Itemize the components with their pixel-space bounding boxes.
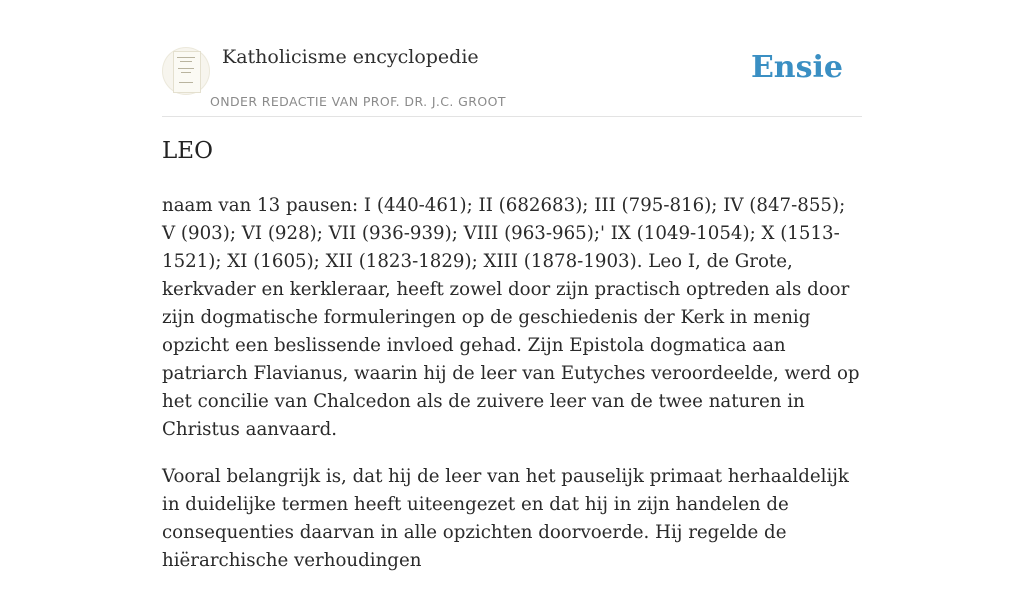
entry-title: LEO <box>162 138 213 164</box>
book-title[interactable]: Katholicisme encyclopedie <box>222 46 479 68</box>
ensie-logo-link[interactable]: Ensie <box>750 50 843 85</box>
book-cover-image <box>173 51 201 93</box>
entry-paragraph: Vooral belangrijk is, dat hij de leer van het pauselijk primaat herhaaldelijk in duidelijke termen heeft uiteengezet en dat hij in zijn handelen de consequenties daarvan in alle opzichten doorvoerde. Hij regelde de hiërarchische verhoudingen <box>162 466 849 571</box>
book-cover-thumbnail[interactable] <box>162 47 210 95</box>
page-header <box>162 40 862 117</box>
entry-content <box>162 192 864 594</box>
book-subtitle: ONDER REDACTIE VAN PROF. DR. J.C. GROOT <box>210 94 506 109</box>
entry-paragraph: naam van 13 pausen: I (440-461); II (682683); III (795-816); IV (847-855); V (903); VI (928); VII (936-939); VIII (963-965);' IX (1049-1054); X (1513-1521); XI (1605); XII (1823-1829); XIII (1878-1903). Leo I, de Grote, kerkvader en kerkleraar, heeft zowel door zijn practisch optreden als door zijn dogmatische formuleringen op de geschiedenis der Kerk in menig opzicht een beslissende invloed gehad. Zijn Epistola dogmatica aan patriarch Flavianus, waarin hij de leer van Eutyches veroordeelde, werd op het concilie van Chalcedon als de zuivere leer van de twee naturen in Christus aanvaard. <box>162 195 860 440</box>
